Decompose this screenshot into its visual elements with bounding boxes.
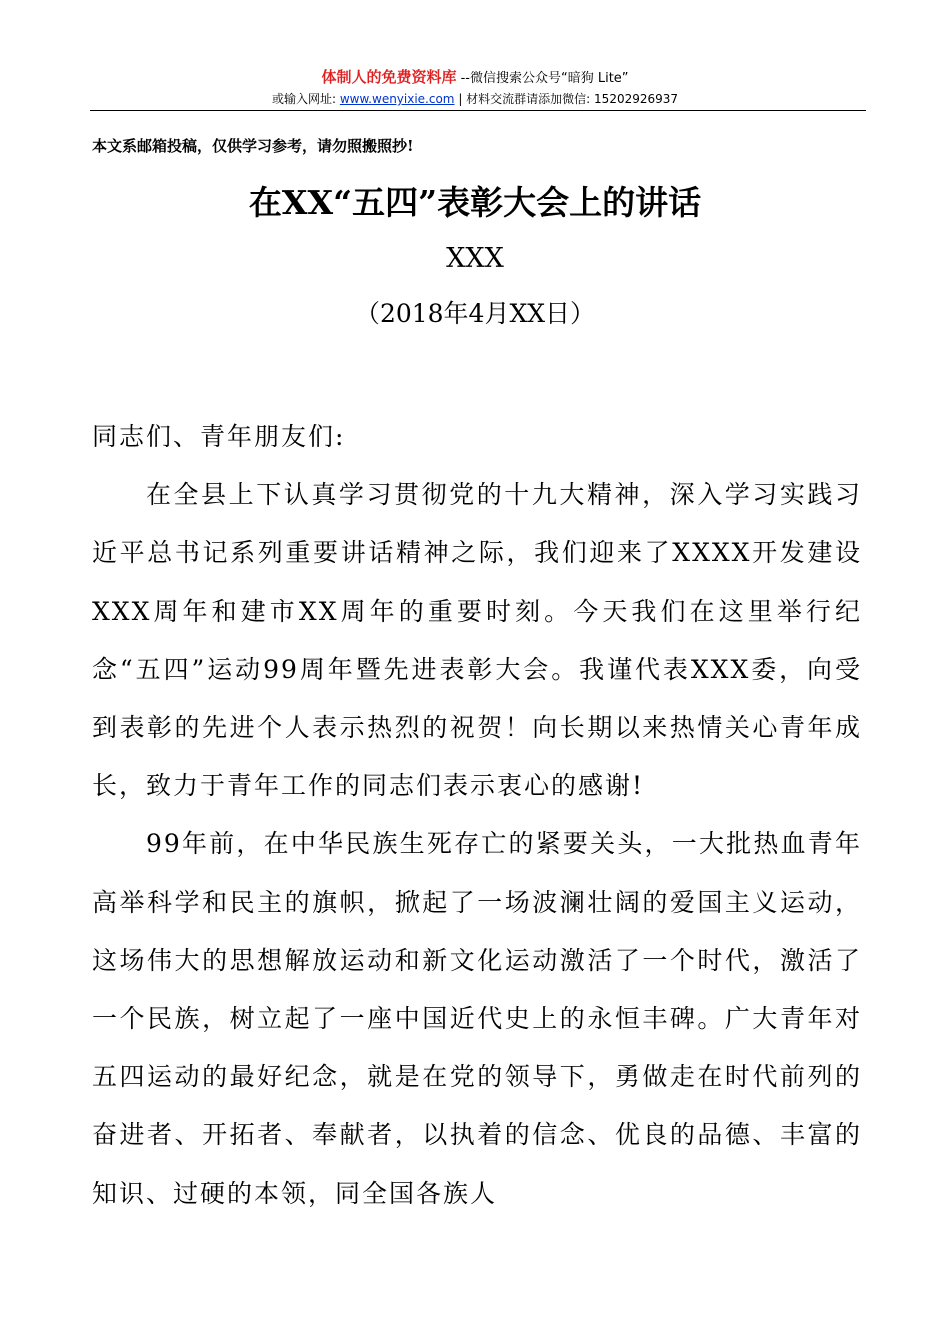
- document-date: （2018年4月XX日）: [354, 299, 596, 328]
- body-paragraph-1: 在全县上下认真学习贯彻党的十九大精神，深入学习实践习近平总书记系列重要讲话精神之际，我们迎来了XXXX开发建设XXX周年和建市XX周年的重要时刻。今天我们在这里举行纪念“五四”运动99周年暨先进表彰大会。我谨代表XXX委，向受到表彰的先进个人表示热烈的祝贺！向长期以来热情关心青年成长，致力于青年工作的同志们表示衷心的感谢!: [92, 480, 862, 801]
- header-url-prefix: 或输入网址:: [271, 92, 337, 106]
- header-contact: | 材料交流群请添加微信: 15202926937: [458, 92, 679, 106]
- header-website-link[interactable]: www.wenyixie.com: [339, 92, 455, 106]
- header-divider: [90, 110, 866, 111]
- header-tagline: --微信搜索公众号“暗狗 Lite”: [460, 71, 629, 86]
- document-body: [92, 408, 862, 1223]
- document-author: XXX: [446, 243, 504, 274]
- salutation: 同志们、青年朋友们:: [92, 422, 346, 451]
- body-paragraph-2: 99年前，在中华民族生死存亡的紧要关头，一大批热血青年高举科学和民主的旗帜，掀起了一场波澜壮阔的爱国主义运动，这场伟大的思想解放运动和新文化运动激活了一个时代，激活了一个民族，树立起了一座中国近代史上的永恒丰碑。广大青年对五四运动的最好纪念，就是在党的领导下，勇做走在时代前列的奋进者、开拓者、奉献者，以执着的信念、优良的品德、丰富的知识、过硬的本领，同全国各族人: [92, 829, 862, 1208]
- document-title: 在XX“五四”表彰大会上的讲话: [248, 183, 702, 222]
- submission-notice: 本文系邮箱投稿，仅供学习参考，请勿照搬照抄!: [92, 137, 414, 155]
- header-line-1: [0, 68, 950, 88]
- header-line-2: [0, 90, 950, 108]
- page-header: [0, 68, 950, 108]
- header-brand: 体制人的免费资料库: [321, 68, 457, 86]
